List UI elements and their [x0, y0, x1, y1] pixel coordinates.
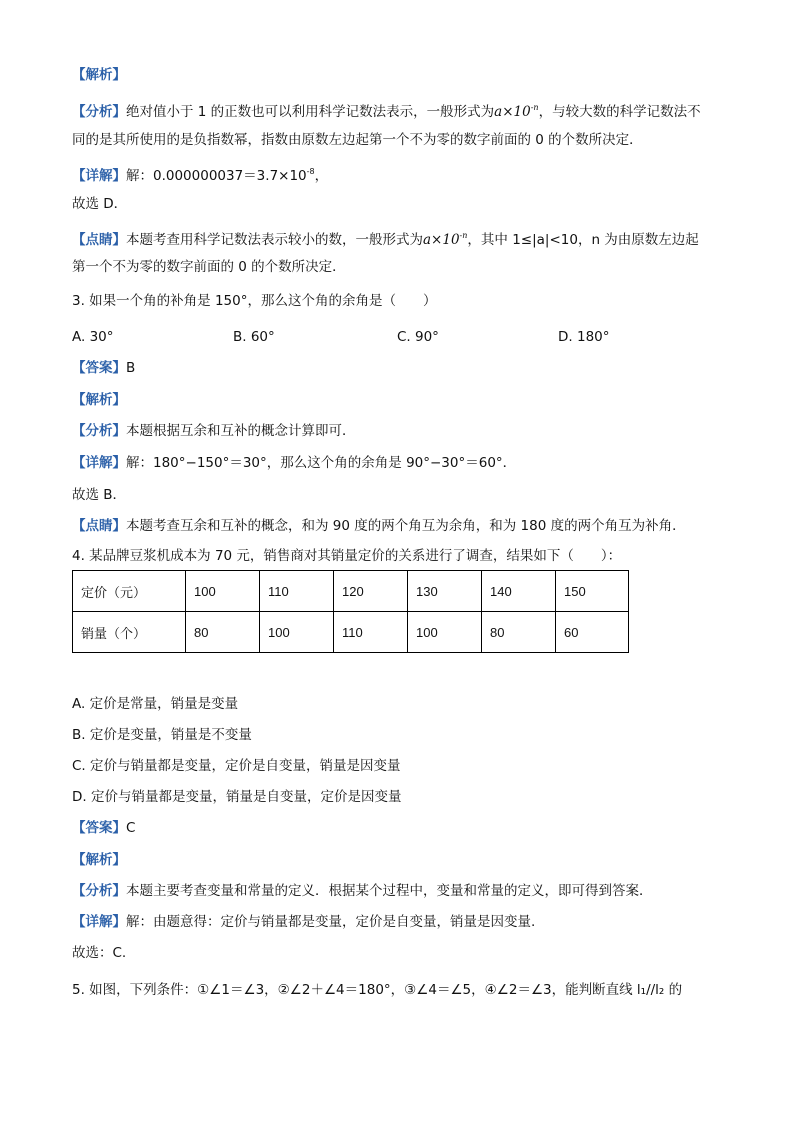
- q3-option-c: C. 90°: [397, 329, 439, 345]
- table-cell: 定价（元）: [73, 571, 186, 612]
- q3-fenxi-tag: 【分析】: [72, 423, 126, 439]
- table-cell: 110: [334, 612, 408, 653]
- q2-dianjing-line2: 第一个不为零的数字前面的 0 的个数所决定．: [72, 259, 346, 275]
- q2-xiangjie-exponent: -8: [306, 167, 315, 176]
- q3-xiangjie-text: 解：180°−150°＝30°，那么这个角的余角是 90°−30°＝60°．: [126, 455, 517, 471]
- table-cell: 110: [260, 571, 334, 612]
- q2-fenxi-tag: 【分析】: [72, 104, 126, 120]
- table-cell: 100: [186, 571, 260, 612]
- q2-dianjing-expr: a×10: [423, 232, 460, 248]
- q4-option-d: D. 定价与销量都是变量，销量是自变量，定价是因变量: [72, 789, 402, 805]
- table-cell: 150: [556, 571, 629, 612]
- table-cell: 100: [260, 612, 334, 653]
- q5-question: 5. 如图，下列条件：①∠1＝∠3，②∠2＋∠4＝180°，③∠4＝∠5，④∠2＝∠3，能判断直线 l₁//l₂ 的: [72, 982, 683, 998]
- q3-answer-value: B: [126, 360, 136, 376]
- q2-dianjing-text-b: ，其中 1≤|a|<10，n 为由原数左边起: [467, 232, 699, 248]
- q2-xiangjie-tag: 【详解】: [72, 168, 126, 184]
- q3-fenxi: [72, 422, 356, 440]
- q4-question: 4. 某品牌豆浆机成本为 70 元，销售商对其销量定价的关系进行了调查，结果如下（ ）：: [72, 548, 622, 564]
- price-sales-table: [72, 570, 629, 653]
- q4-option-a: A. 定价是常量，销量是变量: [72, 696, 239, 712]
- table-cell: 100: [408, 612, 482, 653]
- q2-xiangjie-text-b: ，: [314, 168, 329, 184]
- q4-fenxi: [72, 882, 653, 900]
- q3-fenxi-text: 本题根据互余和互补的概念计算即可．: [126, 423, 356, 439]
- table-row-price: [73, 571, 629, 612]
- q4-xiangjie: [72, 913, 535, 931]
- q2-fenxi: [72, 99, 701, 121]
- q3-jiexi-heading: 【解析】: [72, 392, 126, 408]
- q3-option-d: D. 180°: [558, 329, 610, 345]
- q2-fenxi-exponent: -n: [530, 103, 539, 112]
- q3-question: 3. 如果一个角的补角是 150°，那么这个角的余角是（ ）: [72, 293, 437, 309]
- table-cell: 130: [408, 571, 482, 612]
- table-cell: 80: [482, 612, 556, 653]
- table-row-sales: [73, 612, 629, 653]
- q2-dianjing: [72, 227, 699, 249]
- q4-answer-value: C: [126, 820, 136, 836]
- q2-xiangjie: [72, 163, 328, 185]
- q4-guxuan: 故选：C.: [72, 945, 127, 961]
- q2-fenxi-expr: a×10: [494, 104, 531, 120]
- q2-dianjing-tag: 【点睛】: [72, 232, 126, 248]
- table-cell: 120: [334, 571, 408, 612]
- q4-fenxi-text: 本题主要考查变量和常量的定义．根据某个过程中，变量和常量的定义，即可得到答案．: [126, 883, 653, 899]
- q2-jiexi-heading: 【解析】: [72, 67, 126, 83]
- q3-guxuan: 故选 B．: [72, 487, 127, 503]
- q3-xiangjie-tag: 【详解】: [72, 455, 126, 471]
- q4-xiangjie-tag: 【详解】: [72, 914, 126, 930]
- q2-fenxi-text-a: 绝对值小于 1 的正数也可以利用科学记数法表示，一般形式为: [126, 104, 495, 120]
- q2-fenxi-line2: 同的是其所使用的是负指数幂，指数由原数左边起第一个不为零的数字前面的 0 的个数所决定．: [72, 132, 643, 148]
- q4-option-b: B. 定价是变量，销量是不变量: [72, 727, 252, 743]
- q2-dianjing-exponent: -n: [459, 231, 468, 240]
- q4-option-c: C. 定价与销量都是变量，定价是自变量，销量是因变量: [72, 758, 401, 774]
- q2-xiangjie-text-a: 解：0.000000037＝3.7×10: [126, 168, 307, 184]
- q4-jiexi-heading: 【解析】: [72, 852, 126, 868]
- q4-answer: [72, 819, 135, 837]
- q3-xiangjie: [72, 454, 516, 472]
- q2-dianjing-text-a: 本题考查用科学记数法表示较小的数，一般形式为: [126, 232, 423, 248]
- table-cell: 80: [186, 612, 260, 653]
- table-cell: 140: [482, 571, 556, 612]
- q3-dianjing-text: 本题考查互余和互补的概念，和为 90 度的两个角互为余角，和为 180 度的两个角互为补角．: [126, 518, 686, 534]
- q3-option-b: B. 60°: [233, 329, 275, 345]
- q3-answer: [72, 359, 135, 377]
- q3-answer-tag: 【答案】: [72, 360, 126, 376]
- table-cell: 60: [556, 612, 629, 653]
- table-cell: 销量（个）: [73, 612, 186, 653]
- q2-guxuan: 故选 D．: [72, 196, 128, 212]
- q4-answer-tag: 【答案】: [72, 820, 126, 836]
- q2-fenxi-text-b: ，与较大数的科学记数法不: [538, 104, 701, 120]
- q3-option-a: A. 30°: [72, 329, 114, 345]
- q4-xiangjie-text: 解：由题意得：定价与销量都是变量，定价是自变量，销量是因变量.: [126, 914, 536, 930]
- q3-dianjing-tag: 【点睛】: [72, 518, 126, 534]
- q4-fenxi-tag: 【分析】: [72, 883, 126, 899]
- q3-dianjing: [72, 517, 686, 535]
